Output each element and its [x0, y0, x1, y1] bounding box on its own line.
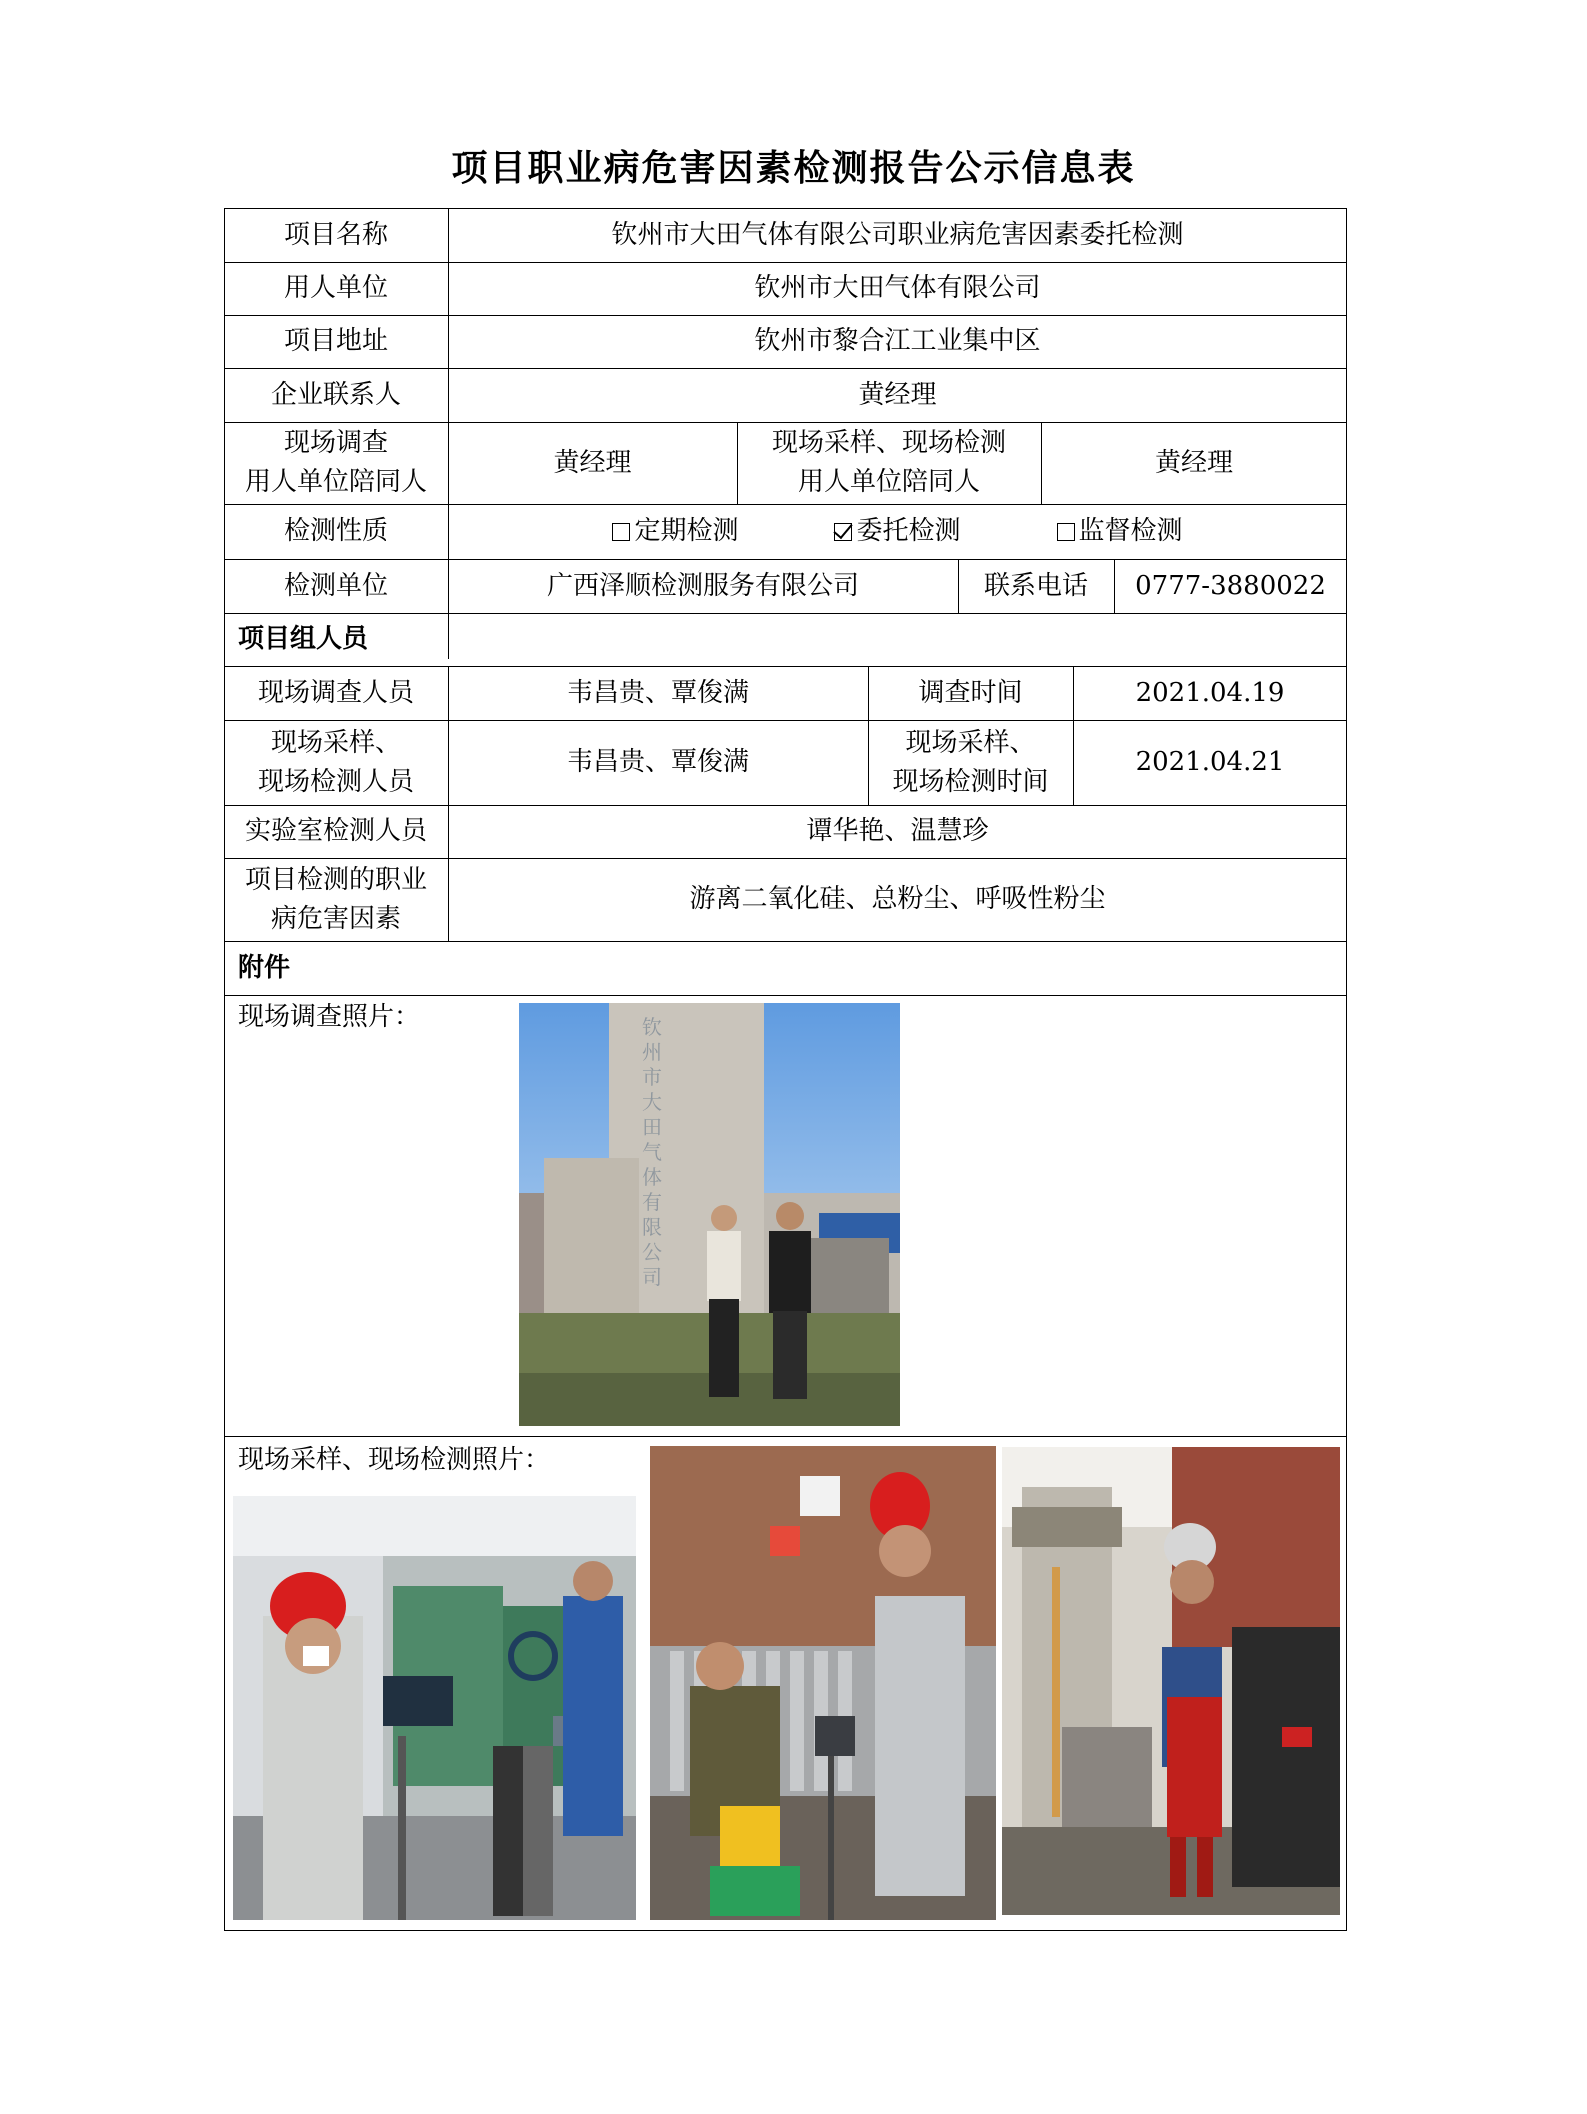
survey-escort-value: 黄经理 — [553, 447, 632, 478]
survey-staff-value: 韦昌贵、覃俊满 — [566, 677, 749, 708]
gate-sign-text: 钦州市大田气体有限公司 — [642, 1015, 662, 1289]
survey-escort-label — [224, 422, 448, 504]
option-periodic-label: 定期检测 — [634, 516, 739, 546]
checkbox-periodic[interactable] — [612, 523, 630, 541]
project-name-value: 钦州市大田气体有限公司职业病危害因素委托检测 — [611, 219, 1184, 250]
contact-value: 黄经理 — [858, 379, 937, 410]
option-periodic[interactable] — [612, 512, 738, 551]
sampling-escort-value: 黄经理 — [1154, 447, 1233, 478]
survey-time-value: 2021.04.19 — [1135, 677, 1285, 708]
option-supervisory[interactable] — [1057, 512, 1183, 551]
address-value: 钦州市黎合江工业集中区 — [754, 326, 1041, 356]
survey-staff-label: 现场调查人员 — [257, 677, 414, 708]
sampling-time-label-line1: 现场采样、 — [905, 727, 1036, 758]
phone-label: 联系电话 — [983, 570, 1088, 601]
sampling-photo-compressor — [233, 1496, 636, 1920]
sampling-escort-label — [737, 422, 1041, 504]
sampling-time-value: 2021.04.21 — [1135, 747, 1285, 777]
sampling-escort-label-line1: 现场采样、现场检测 — [771, 428, 1006, 458]
nature-options — [448, 504, 1347, 559]
factors-label-line2: 病危害因素 — [270, 903, 401, 934]
row-divider — [224, 1436, 1347, 1437]
sampling-staff-label — [224, 720, 448, 805]
sampling-photo-cylinders — [650, 1446, 996, 1920]
lab-staff-value: 谭华艳、温慧珍 — [806, 816, 989, 846]
sampling-staff-value: 韦昌贵、覃俊满 — [566, 747, 749, 777]
agency-label: 检测单位 — [283, 570, 388, 601]
factors-value: 游离二氧化硅、总粉尘、呼吸性粉尘 — [689, 884, 1106, 914]
address-label: 项目地址 — [283, 326, 388, 356]
employer-label: 用人单位 — [283, 273, 388, 303]
attachments-header: 附件 — [238, 952, 291, 983]
survey-time-label: 调查时间 — [918, 677, 1023, 708]
survey-escort-label-line2: 用人单位陪同人 — [244, 467, 427, 497]
survey-photo-label: 现场调查照片： — [238, 1001, 421, 1032]
row-divider — [224, 995, 1347, 996]
factors-label — [224, 858, 448, 941]
option-entrusted[interactable] — [834, 512, 960, 551]
option-entrusted-label: 委托检测 — [856, 516, 961, 546]
sampling-time-label-line2: 现场检测时间 — [892, 766, 1049, 797]
factors-label-line1: 项目检测的职业 — [244, 864, 427, 895]
project-name-label: 项目名称 — [283, 219, 388, 250]
survey-escort-label-line1: 现场调查 — [283, 428, 388, 458]
checkbox-entrusted[interactable] — [834, 523, 852, 541]
nature-label: 检测性质 — [283, 516, 388, 546]
employer-value: 钦州市大田气体有限公司 — [754, 273, 1041, 303]
phone-value: 0777-3880022 — [1135, 570, 1326, 601]
lab-staff-label: 实验室检测人员 — [244, 816, 427, 846]
sampling-time-label — [868, 720, 1073, 805]
sampling-photo-furnace — [1002, 1447, 1340, 1915]
page-title: 项目职业病危害因素检测报告公示信息表 — [451, 148, 1136, 189]
survey-photo — [519, 1003, 900, 1426]
checkbox-supervisory[interactable] — [1057, 523, 1075, 541]
team-header: 项目组人员 — [238, 624, 369, 654]
contact-label: 企业联系人 — [270, 379, 401, 410]
sampling-escort-label-line2: 用人单位陪同人 — [797, 467, 980, 497]
sampling-photo-label: 现场采样、现场检测照片： — [238, 1444, 551, 1475]
option-supervisory-label: 监督检测 — [1078, 516, 1183, 546]
sampling-staff-label-line1: 现场采样、 — [270, 727, 401, 758]
agency-value: 广西泽顺检测服务有限公司 — [546, 570, 859, 601]
sampling-staff-label-line2: 现场检测人员 — [257, 766, 414, 797]
